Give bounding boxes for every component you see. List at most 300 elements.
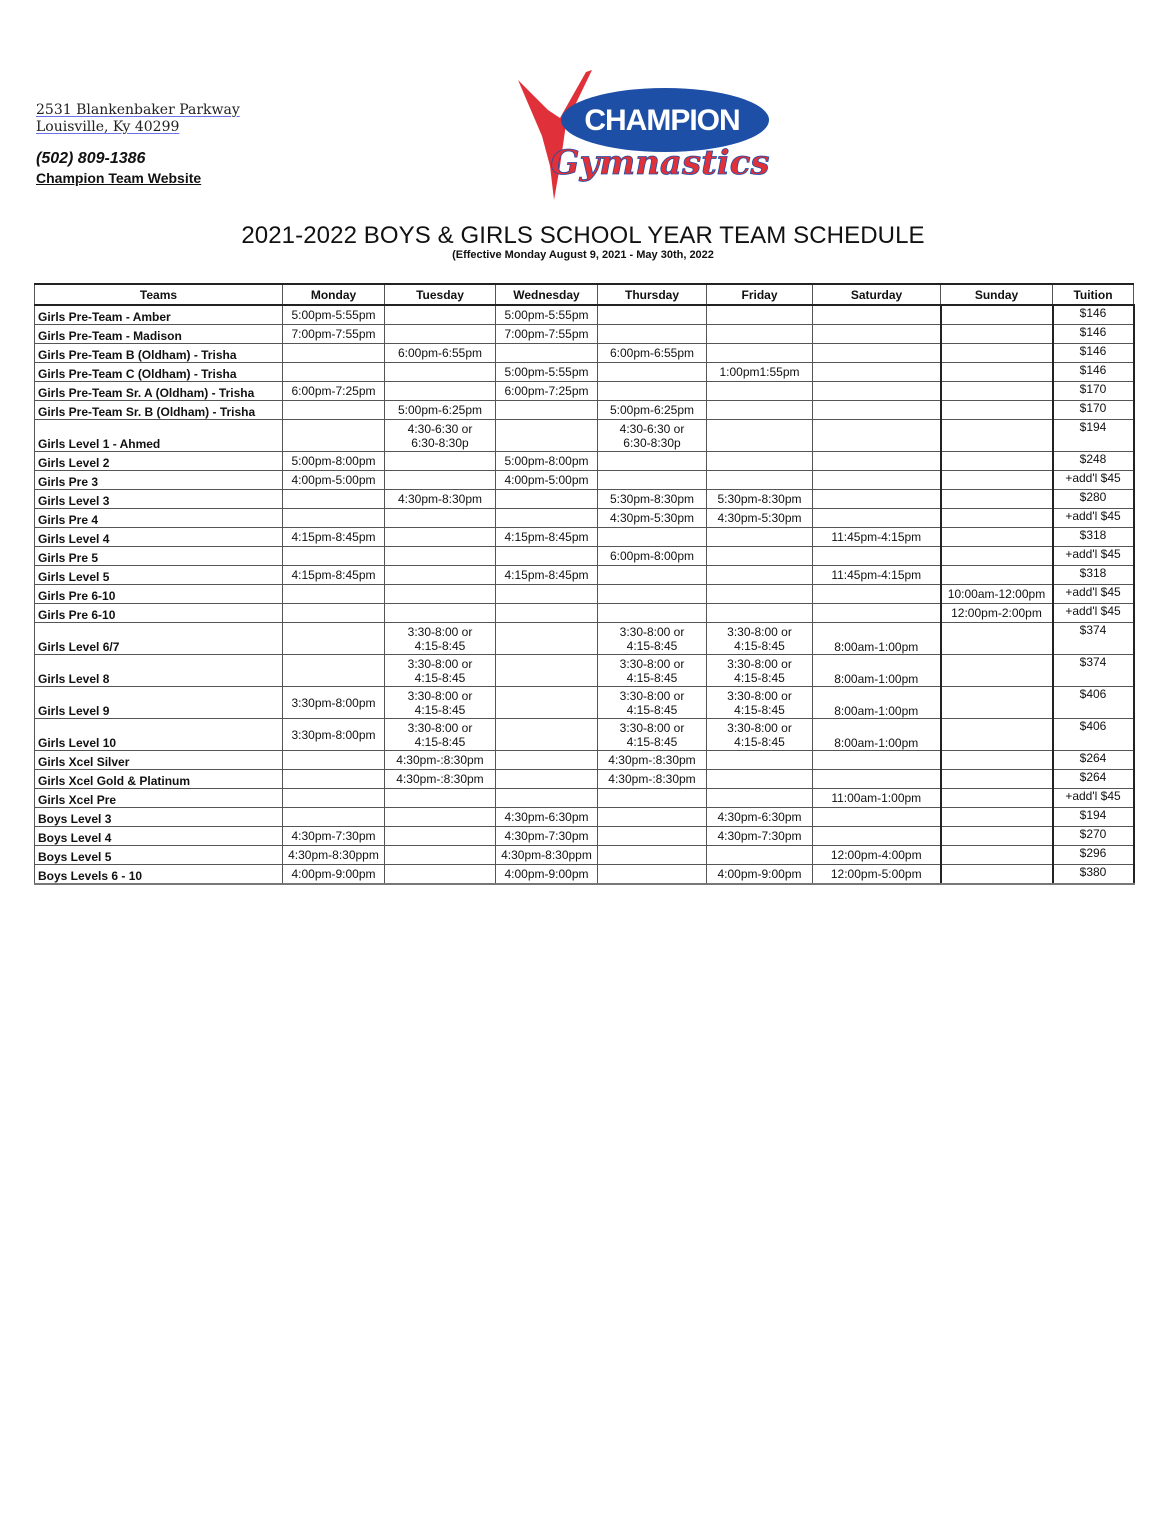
friday-cell [707,808,813,827]
thursday-cell [598,751,707,770]
tuesday-cell [385,770,496,789]
logo-champion-text: CHAMPION [584,104,740,137]
saturday-cell [813,305,941,325]
monday-cell-text: 5:00pm-8:00pm [291,454,376,468]
saturday-cell [813,325,941,344]
tuesday-cell [385,751,496,770]
table-row [35,687,1134,719]
friday-cell [707,420,813,452]
table-row [35,528,1134,547]
table-header-row [35,284,1134,305]
team-cell-text: Girls Level 9 [38,704,110,718]
tuition-cell-text: $318 [1079,566,1107,580]
thursday-cell-text: 4:30pm-5:30pm [609,511,695,525]
saturday-cell [813,789,941,808]
monday-cell [283,719,385,751]
thursday-cell-text: 6:00pm-6:55pm [609,346,695,360]
tuition-cell-text: +add'l $45 [1065,509,1121,523]
thursday-cell-text: 3:30-8:00 or 4:15-8:45 [619,688,685,717]
team-cell-text: Boys Levels 6 - 10 [38,869,143,883]
team-cell-text: Girls Pre-Team C (Oldham) - Trisha [38,367,237,381]
team-cell-text: Girls Level 1 - Ahmed [38,437,161,451]
tuesday-cell [385,401,496,420]
team-cell [35,471,283,490]
team-cell [35,604,283,623]
thursday-cell [598,420,707,452]
wednesday-cell-text: 5:00pm-8:00pm [504,454,589,468]
wednesday-cell-text: 4:15pm-8:45pm [504,568,589,582]
wednesday-cell [496,827,598,846]
tuesday-cell [385,789,496,808]
thursday-cell-text: 5:30pm-8:30pm [609,492,695,506]
tuition-cell-text: $170 [1079,382,1107,396]
tuesday-cell [385,846,496,865]
monday-cell [283,751,385,770]
friday-cell [707,719,813,751]
table-row [35,452,1134,471]
monday-cell [283,401,385,420]
saturday-cell-text: 8:00am-1:00pm [834,736,919,750]
thursday-cell [598,471,707,490]
monday-cell-text: 6:00pm-7:25pm [291,384,376,398]
thursday-cell-text: 5:00pm-6:25pm [609,403,695,417]
tuesday-cell-text: 3:30-8:00 or 4:15-8:45 [407,656,473,685]
wednesday-cell [496,789,598,808]
tuition-cell [1053,655,1134,687]
table-row [35,305,1134,325]
tuesday-cell-text: 5:00pm-6:25pm [397,403,483,417]
table-row [35,808,1134,827]
saturday-cell [813,490,941,509]
table-row [35,751,1134,770]
tuition-cell [1053,808,1134,827]
tuition-cell-text: +add'l $45 [1065,604,1121,618]
friday-cell [707,789,813,808]
wednesday-cell-text: 5:00pm-5:55pm [504,308,589,322]
wednesday-cell [496,420,598,452]
tuition-cell [1053,719,1134,751]
table-row [35,827,1134,846]
tuition-cell [1053,604,1134,623]
tuition-cell [1053,382,1134,401]
logo-gymnastics-text: Gymnastics [550,143,770,183]
friday-cell [707,865,813,885]
team-cell-text: Boys Level 5 [38,850,112,864]
monday-cell-text: 3:30pm-8:00pm [291,695,376,710]
tuition-cell [1053,827,1134,846]
saturday-cell [813,808,941,827]
monday-cell-text: 4:00pm-5:00pm [291,473,376,487]
tuition-cell [1053,585,1134,604]
tuition-cell-text: +add'l $45 [1065,547,1121,561]
monday-cell-text: 3:30pm-8:00pm [291,727,376,742]
address-line-2[interactable]: Louisville, Ky 40299 [36,119,180,135]
team-cell [35,623,283,655]
friday-cell [707,509,813,528]
friday-cell [707,401,813,420]
thursday-cell [598,305,707,325]
thursday-cell-text: 3:30-8:00 or 4:15-8:45 [619,720,685,749]
sunday-cell [941,865,1053,885]
tuition-cell [1053,509,1134,528]
team-cell [35,452,283,471]
tuition-cell-text: $146 [1079,344,1107,358]
table-row [35,490,1134,509]
wednesday-cell [496,623,598,655]
tuition-cell [1053,401,1134,420]
thursday-cell-text: 4:30-6:30 or 6:30-8:30p [619,421,685,450]
monday-cell-text: 4:15pm-8:45pm [291,568,376,582]
tuition-cell [1053,325,1134,344]
tuesday-cell [385,490,496,509]
friday-cell [707,382,813,401]
friday-cell-text: 4:30pm-5:30pm [717,511,802,525]
table-row [35,719,1134,751]
saturday-cell [813,751,941,770]
table-body [35,305,1134,884]
tuition-cell-text: +add'l $45 [1065,585,1121,599]
monday-cell [283,585,385,604]
monday-cell [283,490,385,509]
tuition-cell-text: $146 [1079,363,1107,377]
friday-cell [707,452,813,471]
col-header-sunday: Sunday [941,284,1053,305]
team-cell [35,865,283,885]
thursday-cell-text: 6:00pm-8:00pm [609,549,695,563]
tuition-cell [1053,452,1134,471]
monday-cell [283,344,385,363]
tuesday-cell [385,655,496,687]
thursday-cell [598,846,707,865]
friday-cell-text: 3:30-8:00 or 4:15-8:45 [727,656,792,685]
sunday-cell [941,770,1053,789]
team-cell [35,401,283,420]
saturday-cell [813,509,941,528]
page-subtitle: (Effective Monday August 9, 2021 - May 30th, 2022 [452,249,714,261]
tuition-cell-text: $296 [1079,846,1107,860]
saturday-cell-text: 12:00pm-4:00pm [830,848,922,862]
thursday-cell-text: 3:30-8:00 or 4:15-8:45 [619,624,685,653]
monday-cell [283,547,385,566]
monday-cell [283,471,385,490]
tuesday-cell [385,623,496,655]
table-row [35,382,1134,401]
sunday-cell [941,420,1053,452]
team-cell-text: Girls Pre 6-10 [38,589,116,603]
gymnast-head-icon [541,119,555,133]
friday-cell [707,751,813,770]
tuesday-cell-text: 3:30-8:00 or 4:15-8:45 [407,624,473,653]
team-cell-text: Girls Pre-Team Sr. A (Oldham) - Trisha [38,386,255,400]
friday-cell-text: 4:00pm-9:00pm [717,867,802,881]
thursday-cell [598,452,707,471]
tuition-cell [1053,547,1134,566]
tuition-cell [1053,623,1134,655]
team-cell-text: Girls Pre 4 [38,513,99,527]
tuition-cell [1053,770,1134,789]
thursday-cell [598,509,707,528]
monday-cell [283,808,385,827]
friday-cell [707,623,813,655]
tuesday-cell [385,808,496,827]
wednesday-cell-text: 5:00pm-5:55pm [504,365,589,379]
saturday-cell-text: 8:00am-1:00pm [834,672,919,686]
col-header-thursday: Thursday [598,284,707,305]
page-title: 2021-2022 BOYS & GIRLS SCHOOL YEAR TEAM SCHEDULE [241,222,925,249]
tuition-cell-text: $194 [1079,420,1107,434]
thursday-cell [598,827,707,846]
tuition-cell-text: $194 [1079,808,1107,822]
tuesday-cell-text: 4:30pm-8:30pm [397,492,483,506]
address[interactable] [36,102,240,136]
tuesday-cell [385,528,496,547]
col-header-teams: Teams [35,284,283,305]
wednesday-cell-text: 4:30pm-7:30pm [504,829,589,843]
wednesday-cell [496,382,598,401]
tuition-cell-text: $406 [1079,719,1107,733]
table-row [35,344,1134,363]
team-cell-text: Girls Pre-Team B (Oldham) - Trisha [38,348,237,362]
col-header-friday: Friday [707,284,813,305]
team-cell [35,382,283,401]
tuesday-cell [385,305,496,325]
monday-cell [283,452,385,471]
sunday-cell [941,655,1053,687]
tuition-cell-text: $270 [1079,827,1107,841]
sunday-cell [941,471,1053,490]
monday-cell-text: 4:15pm-8:45pm [291,530,376,544]
sunday-cell [941,528,1053,547]
monday-cell [283,382,385,401]
thursday-cell [598,719,707,751]
friday-cell [707,325,813,344]
team-cell [35,363,283,382]
saturday-cell-text: 8:00am-1:00pm [834,704,919,718]
tuesday-cell [385,471,496,490]
tuition-cell-text: $264 [1079,751,1107,765]
team-cell-text: Boys Level 4 [38,831,112,845]
thursday-cell [598,401,707,420]
friday-cell [707,490,813,509]
wednesday-cell-text: 4:00pm-9:00pm [504,867,589,881]
team-cell [35,325,283,344]
tuesday-cell-text: 4:30pm-:8:30pm [396,772,484,786]
tuition-cell-text: $264 [1079,770,1107,784]
thursday-cell [598,344,707,363]
friday-cell-text: 3:30-8:00 or 4:15-8:45 [727,720,792,749]
team-website-link[interactable]: Champion Team Website [36,170,202,186]
table-row [35,363,1134,382]
tuesday-cell [385,719,496,751]
tuesday-cell-text: 4:30-6:30 or 6:30-8:30p [407,421,473,450]
thursday-cell [598,566,707,585]
table-row [35,655,1134,687]
tuition-cell [1053,305,1134,325]
team-cell [35,344,283,363]
team-cell [35,490,283,509]
table-row [35,789,1134,808]
team-cell [35,547,283,566]
thursday-cell [598,865,707,885]
wednesday-cell [496,604,598,623]
tuition-cell [1053,344,1134,363]
tuition-cell [1053,846,1134,865]
wednesday-cell [496,490,598,509]
saturday-cell [813,604,941,623]
friday-cell-text: 4:30pm-7:30pm [717,829,802,843]
tuition-cell [1053,420,1134,452]
saturday-cell [813,420,941,452]
tuition-cell-text: $146 [1079,325,1107,339]
team-cell [35,528,283,547]
team-cell-text: Girls Pre-Team - Madison [38,329,182,343]
sunday-cell [941,490,1053,509]
sunday-cell [941,566,1053,585]
tuition-cell [1053,490,1134,509]
sunday-cell [941,452,1053,471]
col-header-tuition: Tuition [1053,284,1134,305]
wednesday-cell [496,528,598,547]
tuesday-cell [385,827,496,846]
saturday-cell [813,827,941,846]
wednesday-cell [496,585,598,604]
wednesday-cell [496,808,598,827]
wednesday-cell [496,363,598,382]
tuesday-cell [385,452,496,471]
table-row [35,770,1134,789]
monday-cell [283,566,385,585]
team-cell [35,770,283,789]
tuesday-cell [385,566,496,585]
saturday-cell [813,363,941,382]
monday-cell [283,363,385,382]
monday-cell [283,687,385,719]
team-cell [35,566,283,585]
address-line-1[interactable]: 2531 Blankenbaker Parkway [36,102,240,118]
team-cell-text: Girls Level 8 [38,672,110,686]
monday-cell [283,528,385,547]
tuition-cell [1053,751,1134,770]
monday-cell [283,305,385,325]
tuesday-cell-text: 4:30pm-:8:30pm [396,753,484,767]
friday-cell [707,471,813,490]
tuition-cell [1053,865,1134,885]
wednesday-cell [496,325,598,344]
team-cell-text: Girls Pre-Team Sr. B (Oldham) - Trisha [38,405,256,419]
tuesday-cell [385,585,496,604]
sunday-cell [941,719,1053,751]
tuition-cell-text: +add'l $45 [1065,471,1121,485]
team-cell-text: Girls Level 4 [38,532,110,546]
team-cell-text: Girls Level 6/7 [38,640,120,654]
team-cell [35,305,283,325]
team-cell-text: Boys Level 3 [38,812,112,826]
team-cell [35,846,283,865]
tuition-cell-text: $406 [1079,687,1107,701]
tuesday-cell-text: 3:30-8:00 or 4:15-8:45 [407,688,473,717]
saturday-cell [813,566,941,585]
saturday-cell-text: 11:45pm-4:15pm [831,530,922,544]
col-header-tuesday: Tuesday [385,284,496,305]
sunday-cell [941,585,1053,604]
monday-cell [283,827,385,846]
table-row [35,604,1134,623]
table-row [35,401,1134,420]
table-row [35,566,1134,585]
thursday-cell [598,789,707,808]
tuesday-cell-text: 6:00pm-6:55pm [397,346,483,360]
saturday-cell [813,623,941,655]
tuition-cell-text: $280 [1079,490,1107,504]
wednesday-cell-text: 7:00pm-7:55pm [504,327,589,341]
thursday-cell [598,655,707,687]
monday-cell-text: 4:30pm-8:30ppm [288,848,379,862]
team-cell-text: Girls Level 3 [38,494,110,508]
saturday-cell [813,846,941,865]
friday-cell [707,827,813,846]
wednesday-cell [496,401,598,420]
monday-cell [283,655,385,687]
friday-cell [707,585,813,604]
col-header-monday: Monday [283,284,385,305]
thursday-cell-text: 4:30pm-:8:30pm [608,772,696,786]
wednesday-cell [496,305,598,325]
table-row [35,865,1134,885]
team-cell [35,687,283,719]
tuesday-cell [385,687,496,719]
team-cell-text: Girls Xcel Pre [38,793,117,807]
team-cell [35,789,283,808]
saturday-cell [813,452,941,471]
tuesday-cell [385,547,496,566]
thursday-cell-text: 3:30-8:00 or 4:15-8:45 [619,656,685,685]
team-cell [35,509,283,528]
wednesday-cell [496,566,598,585]
monday-cell [283,865,385,885]
friday-cell [707,528,813,547]
friday-cell [707,846,813,865]
saturday-cell [813,655,941,687]
tuition-cell [1053,566,1134,585]
saturday-cell [813,547,941,566]
tuition-cell-text: $248 [1079,452,1107,466]
friday-cell-text: 3:30-8:00 or 4:15-8:45 [727,624,792,653]
monday-cell-text: 5:00pm-5:55pm [291,308,376,322]
wednesday-cell [496,344,598,363]
sunday-cell-text: 12:00pm-2:00pm [951,606,1042,620]
saturday-cell-text: 8:00am-1:00pm [834,640,919,654]
champion-gymnastics-logo [510,66,772,206]
monday-cell [283,846,385,865]
phone-number: (502) 809-1386 [36,150,146,167]
friday-cell [707,344,813,363]
table-row [35,585,1134,604]
table-row [35,325,1134,344]
wednesday-cell [496,846,598,865]
tuition-cell-text: $146 [1079,306,1107,320]
table-row [35,623,1134,655]
monday-cell [283,789,385,808]
friday-cell [707,770,813,789]
monday-cell [283,509,385,528]
friday-cell [707,363,813,382]
monday-cell-text: 4:30pm-7:30pm [291,829,376,843]
col-header-wednesday: Wednesday [496,284,598,305]
wednesday-cell [496,547,598,566]
tuesday-cell [385,604,496,623]
friday-cell [707,305,813,325]
tuesday-cell [385,325,496,344]
